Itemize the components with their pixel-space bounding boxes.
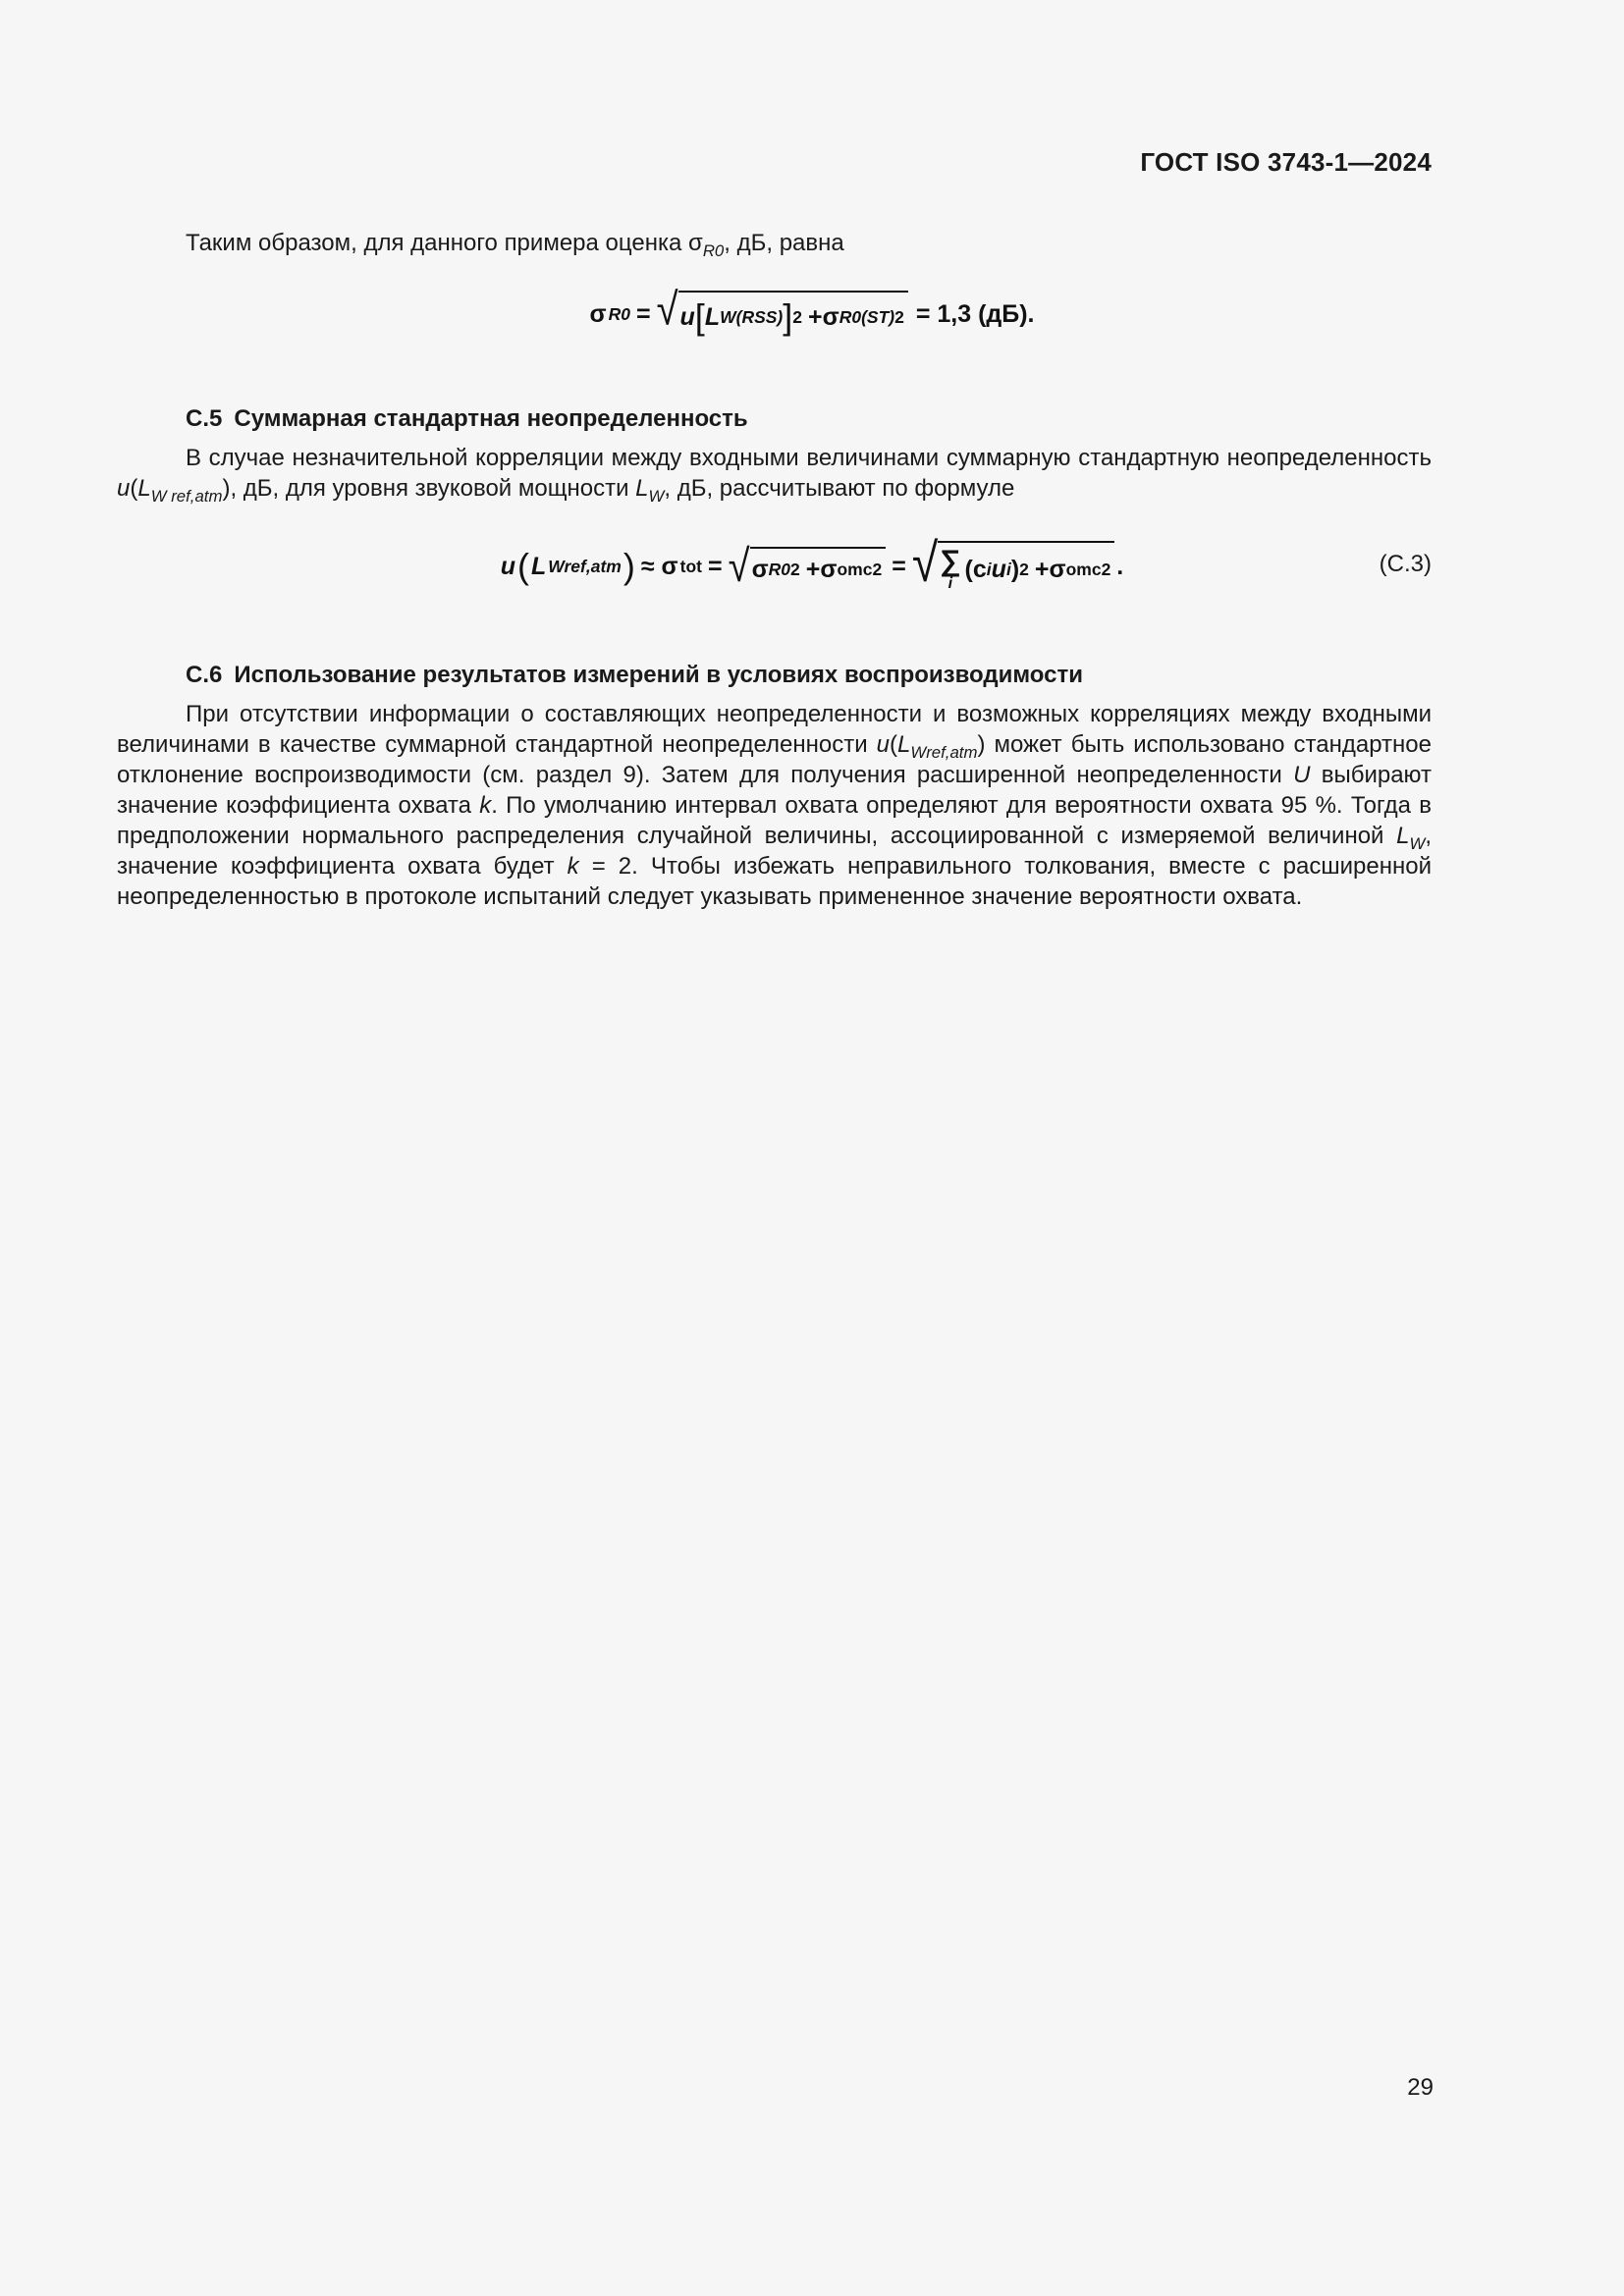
page-number: 29 (1407, 2074, 1434, 2101)
intro-paragraph (117, 228, 1432, 258)
f2-u: u (500, 552, 516, 580)
section-c5-title: Суммарная стандартная неопределенность (234, 405, 748, 432)
f2-L: L (531, 552, 547, 580)
section-c5-paragraph: В случае незначительной корреляции между входными величинами суммарную стандартную неопределенность $u(L_{W ref,atm})$, дБ, для уровня звуковой мощности $L_W$, дБ, рассчитывают по формуле (117, 445, 1432, 506)
f2-eq2: = (892, 552, 906, 580)
f2-approx: ≈ σ (640, 552, 678, 580)
f1-lhs: σ (589, 299, 607, 328)
f2-sum: ∑ (940, 545, 961, 577)
f1-lhs-sub: R0 (608, 304, 630, 324)
formula-sigma-r0 (0, 285, 1624, 338)
intro-text-b: , дБ, равна (724, 230, 844, 256)
f2-sqrt2: √ ∑ i (c i u i ) 2 +σ omc 2 (912, 541, 1114, 592)
f1-eq: = (635, 299, 651, 328)
formula-c3: u ( L Wref,atm ) ≈ σ tot = √ σ R0 2 +σ omc 2 = √ ∑ i (c i u i ) 2 +σ omc 2 . (C.3) (500, 533, 1432, 594)
section-c6-title: Использование результатов измерений в условиях воспроизводимости (234, 662, 1083, 688)
f1-u: u (679, 302, 695, 331)
f2-sum-sub: i (947, 575, 953, 592)
f2-eq1: = (708, 552, 723, 580)
f1-sqrt: √ u [ L W(RSS) ] 2 +σ R0(ST) 2 (657, 291, 908, 338)
f2-L-sub: Wref,atm (548, 557, 622, 576)
section-c5-heading (186, 405, 748, 433)
f1-s-sub: R0(ST) (839, 307, 895, 327)
f1-plus: +σ (808, 302, 839, 331)
f1-L-sub: W(RSS) (720, 307, 784, 327)
section-c6-paragraph: При отсутствии информации о составляющих неопределенности и возможных корреляциях между входными величинами в качестве суммарной стандартной неопределенности $u(L_{Wref,atm})$ может быть использовано стандартное отклонение воспроизводимости (см. раздел 9). Затем для получения расширенной неопределенности U выбирают значение коэффициента охвата k. По умолчанию интервал охвата определяют для вероятности охвата 95 %. Тогда в предположении нормального распределения случайной величины, ассоциированной с измеряемой величиной $L_W$, значение коэффициента охвата будет k = 2. Чтобы избежать неправильного толкования, вместе с расширенной неопределенностью в протоколе испытаний следует указывать примененное значение вероятности охвата. (117, 701, 1433, 910)
f1-L: L (704, 302, 721, 331)
intro-text-a: Таким образом, для данного примера оценка σ (186, 230, 703, 256)
f1-result: = 1,3 (дБ). (915, 299, 1035, 328)
equation-number-c3: (C.3) (1379, 551, 1432, 577)
f2-sqrt1: √ σ R0 2 +σ omc 2 (729, 547, 887, 586)
section-c5-number: C.5 (186, 405, 223, 432)
section-c6-heading (186, 662, 1083, 689)
section-c6-number: C.6 (186, 662, 223, 688)
intro-sub: R0 (702, 240, 725, 260)
document-id-header: ГОСТ ISO 3743-1—2024 (1140, 147, 1432, 177)
